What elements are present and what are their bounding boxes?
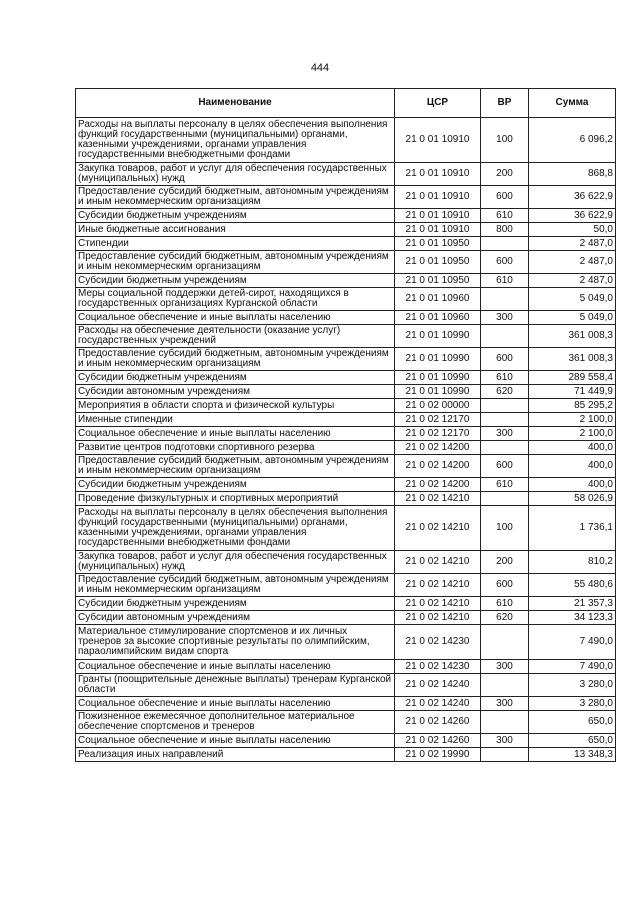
- row-name: Расходы на обеспечение деятельности (оказание услуг) государственных учреждений: [76, 325, 395, 348]
- table-row: [76, 597, 616, 611]
- row-vr: 200: [481, 551, 529, 574]
- table-row: [76, 163, 616, 186]
- row-csr: 21 0 02 14260: [395, 734, 481, 748]
- row-vr: 800: [481, 223, 529, 237]
- row-name: Субсидии бюджетным учреждениям: [76, 597, 395, 611]
- row-vr: 620: [481, 385, 529, 399]
- row-vr: 610: [481, 597, 529, 611]
- table-row: [76, 748, 616, 762]
- row-sum: 21 357,3: [529, 597, 616, 611]
- table-row: [76, 660, 616, 674]
- row-csr: 21 0 01 10910: [395, 186, 481, 209]
- row-csr: 21 0 02 14200: [395, 455, 481, 478]
- row-name: Субсидии автономным учреждениям: [76, 611, 395, 625]
- row-name: Социальное обеспечение и иные выплаты населению: [76, 427, 395, 441]
- row-vr: 600: [481, 348, 529, 371]
- row-vr: 600: [481, 186, 529, 209]
- row-vr: [481, 325, 529, 348]
- row-sum: 2 100,0: [529, 413, 616, 427]
- row-sum: 3 280,0: [529, 697, 616, 711]
- table-row: [76, 551, 616, 574]
- table-row: [76, 348, 616, 371]
- table-row: [76, 455, 616, 478]
- row-sum: 36 622,9: [529, 186, 616, 209]
- row-csr: 21 0 02 14210: [395, 551, 481, 574]
- row-name: Закупка товаров, работ и услуг для обеспечения государственных (муниципальных) нужд: [76, 163, 395, 186]
- row-name: Развитие центров подготовки спортивного резерва: [76, 441, 395, 455]
- row-sum: 2 100,0: [529, 427, 616, 441]
- table-row: [76, 625, 616, 660]
- row-vr: 300: [481, 697, 529, 711]
- row-vr: [481, 625, 529, 660]
- row-name: Предоставление субсидий бюджетным, автономным учреждениям и иным некоммерческим организациям: [76, 251, 395, 274]
- row-csr: 21 0 01 10910: [395, 209, 481, 223]
- row-csr: 21 0 02 12170: [395, 427, 481, 441]
- row-vr: 300: [481, 734, 529, 748]
- row-vr: [481, 492, 529, 506]
- row-vr: [481, 399, 529, 413]
- row-sum: 868,8: [529, 163, 616, 186]
- header-sum: Сумма: [529, 89, 616, 118]
- table-row: [76, 574, 616, 597]
- table-row: [76, 371, 616, 385]
- row-sum: 400,0: [529, 441, 616, 455]
- header-csr: ЦСР: [395, 89, 481, 118]
- row-sum: 5 049,0: [529, 311, 616, 325]
- row-name: Социальное обеспечение и иные выплаты населению: [76, 311, 395, 325]
- table-row: [76, 711, 616, 734]
- table-row: [76, 611, 616, 625]
- row-sum: 1 736,1: [529, 506, 616, 551]
- row-vr: 600: [481, 574, 529, 597]
- row-name: Расходы на выплаты персоналу в целях обеспечения выполнения функций государственными (муниципальными) органами, казенными учреждениями, органами управления государственными внебюджетными фондами: [76, 506, 395, 551]
- page-number: 444: [310, 62, 330, 74]
- row-csr: 21 0 01 10950: [395, 251, 481, 274]
- row-name: Субсидии бюджетным учреждениям: [76, 371, 395, 385]
- row-name: Меры социальной поддержки детей-сирот, находящихся в государственных организациях Курганской области: [76, 288, 395, 311]
- row-name: Субсидии бюджетным учреждениям: [76, 274, 395, 288]
- row-sum: 361 008,3: [529, 348, 616, 371]
- row-sum: 55 480,6: [529, 574, 616, 597]
- table-row: [76, 697, 616, 711]
- table-row: [76, 311, 616, 325]
- table-row: [76, 674, 616, 697]
- row-csr: 21 0 02 14210: [395, 611, 481, 625]
- row-csr: 21 0 01 10990: [395, 348, 481, 371]
- row-csr: 21 0 02 14230: [395, 625, 481, 660]
- row-name: Материальное стимулирование спортсменов и их личных тренеров за высокие спортивные результаты по олимпийским, параолимпийским видам спорта: [76, 625, 395, 660]
- row-csr: 21 0 01 10990: [395, 371, 481, 385]
- row-sum: 7 490,0: [529, 660, 616, 674]
- row-vr: 620: [481, 611, 529, 625]
- row-name: Расходы на выплаты персоналу в целях обеспечения выполнения функций государственными (муниципальными) органами, казенными учреждениями, органами управления государственными внебюджетными фондами: [76, 118, 395, 163]
- row-csr: 21 0 01 10960: [395, 288, 481, 311]
- table-header-row: [76, 89, 616, 118]
- row-name: Социальное обеспечение и иные выплаты населению: [76, 697, 395, 711]
- row-sum: 810,2: [529, 551, 616, 574]
- row-csr: 21 0 02 14200: [395, 441, 481, 455]
- table-row: [76, 223, 616, 237]
- header-name: Наименование: [76, 89, 395, 118]
- row-csr: 21 0 02 14210: [395, 506, 481, 551]
- table-row: [76, 251, 616, 274]
- row-vr: 100: [481, 506, 529, 551]
- row-vr: 610: [481, 274, 529, 288]
- row-csr: 21 0 02 14230: [395, 660, 481, 674]
- table-row: [76, 209, 616, 223]
- row-name: Иные бюджетные ассигнования: [76, 223, 395, 237]
- row-name: Субсидии автономным учреждениям: [76, 385, 395, 399]
- budget-table: [75, 88, 616, 762]
- row-name: Проведение физкультурных и спортивных мероприятий: [76, 492, 395, 506]
- row-sum: 36 622,9: [529, 209, 616, 223]
- row-name: Субсидии бюджетным учреждениям: [76, 209, 395, 223]
- row-vr: 600: [481, 455, 529, 478]
- row-csr: 21 0 01 10990: [395, 325, 481, 348]
- row-csr: 21 0 02 14210: [395, 574, 481, 597]
- row-vr: 610: [481, 371, 529, 385]
- table-row: [76, 385, 616, 399]
- row-sum: 7 490,0: [529, 625, 616, 660]
- row-vr: [481, 711, 529, 734]
- row-name: Предоставление субсидий бюджетным, автономным учреждениям и иным некоммерческим организациям: [76, 186, 395, 209]
- row-csr: 21 0 02 14260: [395, 711, 481, 734]
- table-row: [76, 478, 616, 492]
- row-vr: 300: [481, 660, 529, 674]
- table-row: [76, 186, 616, 209]
- row-name: Субсидии бюджетным учреждениям: [76, 478, 395, 492]
- row-sum: 2 487,0: [529, 251, 616, 274]
- table-row: [76, 441, 616, 455]
- row-csr: 21 0 02 14210: [395, 492, 481, 506]
- row-name: Социальное обеспечение и иные выплаты населению: [76, 734, 395, 748]
- header-vr: ВР: [481, 89, 529, 118]
- row-csr: 21 0 01 10910: [395, 223, 481, 237]
- row-csr: 21 0 01 10910: [395, 163, 481, 186]
- row-csr: 21 0 01 10960: [395, 311, 481, 325]
- row-name: Закупка товаров, работ и услуг для обеспечения государственных (муниципальных) нужд: [76, 551, 395, 574]
- row-vr: 610: [481, 209, 529, 223]
- row-sum: 85 295,2: [529, 399, 616, 413]
- row-sum: 361 008,3: [529, 325, 616, 348]
- row-sum: 2 487,0: [529, 274, 616, 288]
- table-row: [76, 325, 616, 348]
- row-vr: 300: [481, 427, 529, 441]
- row-sum: 400,0: [529, 478, 616, 492]
- row-vr: 200: [481, 163, 529, 186]
- table-row: [76, 506, 616, 551]
- table-row: [76, 413, 616, 427]
- row-csr: 21 0 02 14210: [395, 597, 481, 611]
- row-vr: [481, 237, 529, 251]
- row-vr: [481, 413, 529, 427]
- row-vr: [481, 674, 529, 697]
- row-csr: 21 0 02 14240: [395, 674, 481, 697]
- row-sum: 13 348,3: [529, 748, 616, 762]
- row-sum: 71 449,9: [529, 385, 616, 399]
- row-name: Именные стипендии: [76, 413, 395, 427]
- table-row: [76, 427, 616, 441]
- row-sum: 650,0: [529, 734, 616, 748]
- table-row: [76, 492, 616, 506]
- row-vr: 300: [481, 311, 529, 325]
- row-csr: 21 0 02 14200: [395, 478, 481, 492]
- row-sum: 400,0: [529, 455, 616, 478]
- row-vr: 100: [481, 118, 529, 163]
- row-vr: 610: [481, 478, 529, 492]
- row-sum: 58 026,9: [529, 492, 616, 506]
- table-row: [76, 734, 616, 748]
- table-row: [76, 274, 616, 288]
- row-name: Стипендии: [76, 237, 395, 251]
- row-sum: 5 049,0: [529, 288, 616, 311]
- row-csr: 21 0 01 10950: [395, 274, 481, 288]
- table-row: [76, 237, 616, 251]
- row-sum: 50,0: [529, 223, 616, 237]
- row-csr: 21 0 01 10990: [395, 385, 481, 399]
- row-name: Пожизненное ежемесячное дополнительное материальное обеспечение спортсменов и тренеров: [76, 711, 395, 734]
- row-sum: 650,0: [529, 711, 616, 734]
- row-name: Предоставление субсидий бюджетным, автономным учреждениям и иным некоммерческим организациям: [76, 574, 395, 597]
- row-sum: 3 280,0: [529, 674, 616, 697]
- row-name: Гранты (поощрительные денежные выплаты) тренерам Курганской области: [76, 674, 395, 697]
- row-vr: [481, 288, 529, 311]
- row-name: Предоставление субсидий бюджетным, автономным учреждениям и иным некоммерческим организациям: [76, 455, 395, 478]
- row-name: Предоставление субсидий бюджетным, автономным учреждениям и иным некоммерческим организациям: [76, 348, 395, 371]
- table-row: [76, 399, 616, 413]
- row-vr: 600: [481, 251, 529, 274]
- table-row: [76, 118, 616, 163]
- row-csr: 21 0 02 00000: [395, 399, 481, 413]
- row-csr: 21 0 02 19990: [395, 748, 481, 762]
- row-csr: 21 0 01 10910: [395, 118, 481, 163]
- row-csr: 21 0 02 12170: [395, 413, 481, 427]
- row-vr: [481, 748, 529, 762]
- row-name: Социальное обеспечение и иные выплаты населению: [76, 660, 395, 674]
- row-csr: 21 0 02 14240: [395, 697, 481, 711]
- row-vr: [481, 441, 529, 455]
- row-name: Мероприятия в области спорта и физической культуры: [76, 399, 395, 413]
- table-row: [76, 288, 616, 311]
- row-sum: 289 558,4: [529, 371, 616, 385]
- row-sum: 6 096,2: [529, 118, 616, 163]
- row-sum: 2 487,0: [529, 237, 616, 251]
- row-csr: 21 0 01 10950: [395, 237, 481, 251]
- row-sum: 34 123,3: [529, 611, 616, 625]
- row-name: Реализация иных направлений: [76, 748, 395, 762]
